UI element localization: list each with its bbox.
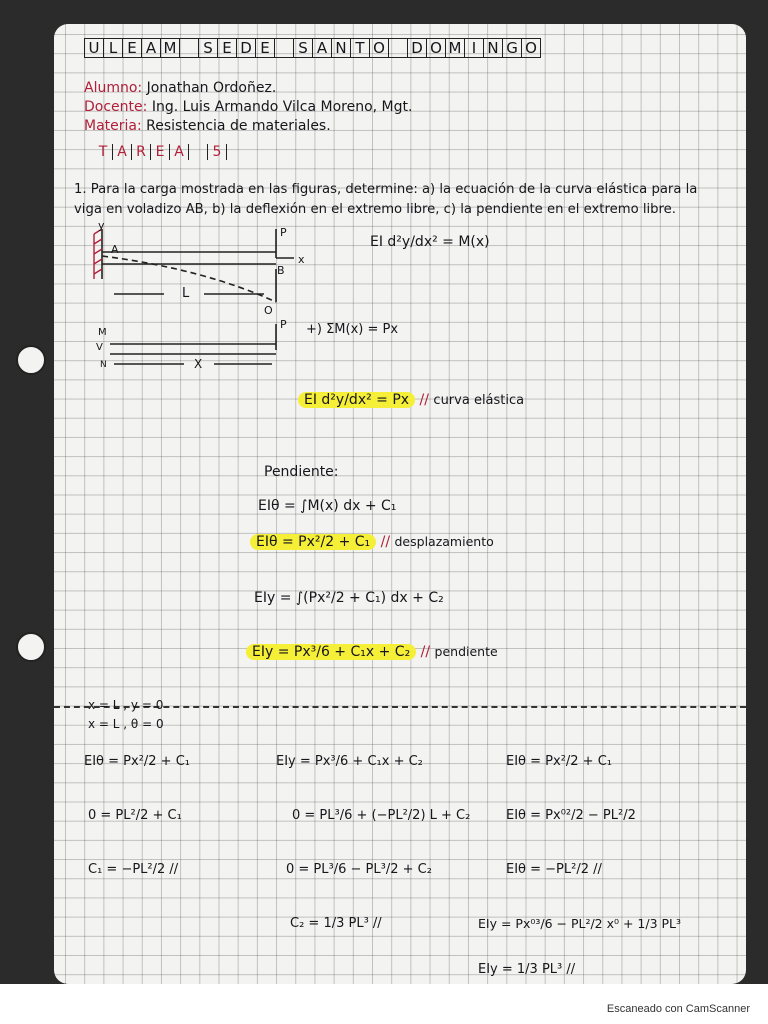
fig-label-y: y [98, 219, 105, 232]
col3-row5: EIy = 1/3 PL³ // [478, 962, 576, 977]
col3-row3: EIθ = −PL²/2 // [506, 862, 602, 877]
fig-label-b: B [277, 264, 285, 277]
alumno-value: Jonathan Ordoñez. [146, 80, 277, 96]
materia-value: Resistencia de materiales. [146, 118, 331, 134]
title-letter: A [313, 39, 332, 57]
col1-row1: EIθ = Px²/2 + C₁ [84, 754, 190, 769]
eq-general: EI d²y/dx² = M(x) [370, 234, 490, 250]
beam-figure [54, 24, 746, 984]
fbd-label-x: X [194, 357, 203, 371]
fig-label-x: x [298, 253, 305, 266]
col3-row1: EIθ = Px²/2 + C₁ [506, 754, 612, 769]
title-letter: E [123, 39, 142, 57]
eq-slope-result: EIθ = Px²/2 + C₁ // desplazamiento [250, 534, 494, 550]
title-letter: O [370, 39, 389, 57]
eq-slope-integral: EIθ = ∫M(x) dx + C₁ [258, 498, 397, 514]
problem-line-2: viga en voladizo AB, b) la deflexión en el extremo libre, c) la pendiente en el extremo libre. [74, 202, 676, 217]
title-letter: S [199, 39, 218, 57]
eq-elastic-curve: EI d²y/dx² = Px // curva elástica [298, 392, 524, 408]
problem-line-1: 1. Para la carga mostrada en las figuras, determine: a) la ecuación de la curva elástica para la [74, 182, 698, 197]
tarea-letter: R [132, 144, 151, 160]
eq-slope-note: desplazamiento [394, 534, 494, 549]
tarea-letter: A [113, 144, 132, 160]
binder-hole-2 [16, 632, 46, 662]
tarea-letter: A [170, 144, 189, 160]
fbd-label-m: M [98, 327, 107, 338]
title-letter: M [161, 39, 180, 57]
col2-row2: 0 = PL³/6 + (−PL²/2) L + C₂ [292, 808, 471, 823]
title-letter: U [85, 39, 104, 57]
title-letter: N [484, 39, 503, 57]
col1-row2: 0 = PL²/2 + C₁ [88, 808, 182, 823]
title-letter: A [142, 39, 161, 57]
fig-label-p: P [280, 226, 287, 239]
title-letter: S [294, 39, 313, 57]
fbd-label-p: P [280, 318, 287, 331]
title-letter: I [465, 39, 484, 57]
eq-moment: +) ΣM(x) = Px [306, 322, 399, 337]
eq-defl-note: pendiente [434, 644, 498, 659]
docente-label: Docente: [84, 99, 148, 115]
title-letter: N [332, 39, 351, 57]
eq-defl-result-text: EIy = Px³/6 + C₁x + C₂ [246, 644, 416, 660]
tarea-letter: T [94, 144, 113, 160]
title-letter: D [408, 39, 427, 57]
docente-value: Ing. Luis Armando Vilca Moreno, Mgt. [151, 99, 413, 115]
col2-row4: C₂ = 1/3 PL³ // [290, 916, 382, 931]
eq-slope-result-text: EIθ = Px²/2 + C₁ [250, 534, 376, 550]
tarea-letter: 5 [208, 144, 227, 160]
title-letter: E [218, 39, 237, 57]
scanner-watermark: Escaneado con CamScanner [606, 1003, 750, 1015]
fig-label-a: A [111, 243, 119, 256]
title-letter: O [522, 39, 541, 57]
col3-row2: EIθ = Px⁰²/2 − PL²/2 [506, 808, 636, 823]
title-letter: O [427, 39, 446, 57]
eq-defl-integral: EIy = ∫(Px²/2 + C₁) dx + C₂ [254, 590, 444, 606]
col1-row3: C₁ = −PL²/2 // [88, 862, 179, 877]
pendiente-title: Pendiente: [264, 464, 339, 480]
notebook-page [54, 24, 746, 984]
title-letter: M [446, 39, 465, 57]
materia-label: Materia: [84, 118, 142, 134]
bc-2: x = L , θ = 0 [88, 717, 164, 731]
eq-elastic-curve-text: EI d²y/dx² = Px [298, 392, 415, 408]
title-letter: L [104, 39, 123, 57]
title-letter: E [256, 39, 275, 57]
title-letter: D [237, 39, 256, 57]
title-letter: T [351, 39, 370, 57]
fig-label-o: O [264, 304, 273, 317]
eq-defl-result: EIy = Px³/6 + C₁x + C₂ // pendiente [246, 644, 498, 660]
alumno-label: Alumno: [84, 80, 143, 96]
tarea-letter: E [151, 144, 170, 160]
title-letter: G [503, 39, 522, 57]
binder-hole-1 [16, 345, 46, 375]
col3-row4: EIy = Px⁰³/6 − PL²/2 x⁰ + 1/3 PL³ [478, 916, 682, 931]
fig-label-l: L [182, 286, 190, 301]
bc-1: x = L , y = 0 [88, 698, 164, 712]
eq-elastic-curve-note: curva elástica [433, 393, 525, 408]
col2-row1: EIy = Px³/6 + C₁x + C₂ [276, 754, 423, 769]
col2-row3: 0 = PL³/6 − PL³/2 + C₂ [286, 862, 432, 877]
fbd-label-v: V [96, 342, 103, 353]
fbd-label-n: N [100, 360, 107, 370]
